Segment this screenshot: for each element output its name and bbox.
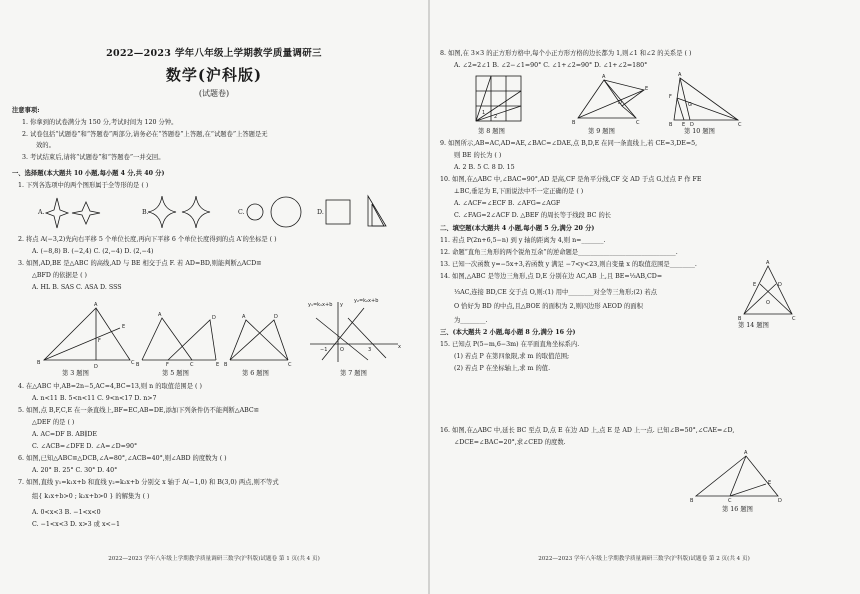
question-text: △BFD 的依据是 ( ): [32, 272, 87, 279]
question-text: (2) 若点 P 在坐标轴上,求 m 的值.: [454, 365, 551, 372]
figure-label: D: [618, 100, 622, 106]
question-text: 13. 已知一次函数 y=−5x+3,若函数 y 满足 −7<y<23,则自变量 x 的取值范围是________.: [440, 261, 697, 268]
figure-label: F: [166, 362, 169, 368]
question-text: 则 BE 的长为 ( ): [454, 152, 502, 159]
options-row: C. ∠FAG=2∠ACF D. △BEF 的周长等于线段 BC 的长: [454, 212, 612, 219]
question-text: 3. 如图,AD,BE 是△ABC 的高线,AD 与 BE 相交于点 F. 若 AD=BD,则能判断△ACD≌: [18, 260, 262, 267]
question-text: 14. 如图,△ABC 是等边三角形,点 D,E 分别在边 AC,AB 上,且 BE=⅓AB,CD=: [440, 273, 663, 280]
figure-label: B: [738, 316, 742, 322]
figure-caption: 第 3 题图: [62, 370, 89, 377]
figure-label: A: [158, 312, 162, 318]
figure-label: D: [778, 282, 782, 288]
note-item: 1. 你拿到的试卷满分为 150 分,考试时间为 120 分钟。: [22, 119, 178, 126]
note-item: 3. 考试结束后,请将“试题卷”和“答题卷”一并交回。: [22, 154, 165, 161]
question-text: O 恰好为 BD 的中点,且△BOE 的面积为 2,则四边形 AEOD 的面积: [454, 303, 643, 310]
figure-label: O: [766, 300, 770, 306]
figure-label: C: [288, 362, 292, 368]
figure-label: G: [688, 102, 692, 108]
question-text: 4. 在△ABC 中,AB=2n−5,AC=4,BC=13,则 n 的取值范围是 ( ): [18, 383, 202, 390]
section-heading: 二、填空题(本大题共 4 小题,每小题 5 分,满分 20 分): [440, 225, 595, 232]
question-text: 组{ k₁x+b>0 ; k₂x+b>0 } 的解集为 ( ): [32, 493, 150, 500]
figure-q6: [226, 316, 296, 366]
notes-heading: 注意事项:: [12, 107, 40, 114]
figure-caption: 第 5 题图: [162, 370, 189, 377]
figure-caption: 第 8 题图: [478, 128, 505, 135]
paper-type: (试题卷): [198, 89, 230, 98]
options-row: A. AC=DF B. AB∥DE: [32, 431, 97, 438]
figure-label: E: [216, 362, 220, 368]
question-text: ⅓AC,连接 BD,CE 交于点 O,则:(1) 用中________对全等三角形;(2) 若点: [454, 289, 657, 296]
question-text: (1) 若点 P 在第四象限,求 m 的取值范围;: [454, 353, 570, 360]
q1-option-d-figure: [326, 194, 416, 232]
figure-caption: 第 9 题图: [588, 128, 615, 135]
figure-label: E: [753, 282, 757, 288]
figure-q16: [690, 450, 784, 504]
figure-caption: 第 6 题图: [242, 370, 269, 377]
question-text: 7. 如图,直线 y₁=k₁x+b 和直线 y₂=k₂x+b 分别交 x 轴于 A(−1,0) 和 B(3,0) 两点,则不等式: [18, 479, 279, 486]
options-row: A. (−8,8) B. (−2,4) C. (2,−4) D. (2,−4): [32, 248, 154, 255]
figure-label: y₂=k₂x+b: [354, 298, 379, 304]
figure-label: C: [190, 362, 194, 368]
question-text: 10. 如图,在△ABC 中,∠BAC=90°,AD 是高,CF 是角平分线,CF 交 AD 于点 G,过点 F 作 FE: [440, 176, 702, 183]
options-row: C. −1<x<3 D. x>3 或 x<−1: [32, 521, 121, 528]
page-footer: 2022—2023 学年八年级上学期教学质量调研三数学(沪科版)试题卷 第 1 页(共 4 页): [108, 556, 320, 562]
question-text: △DEF 的是 ( ): [32, 419, 75, 426]
section-heading: 三、(本大题共 2 小题,每小题 8 分,满分 16 分): [440, 329, 576, 336]
figure-q9: [572, 74, 650, 126]
figure-label: E: [768, 480, 772, 486]
figure-label: F: [669, 94, 672, 100]
question-text: 5. 如图,点 B,F,C,E 在一条直线上,BF=EC,AB=DE,添加下列条件仍不能判断△ABC≌: [18, 407, 259, 414]
figure-caption: 第 14 题图: [738, 322, 769, 329]
figure-caption: 第 16 题图: [722, 506, 753, 513]
question-text: 15. 已知点 P(5−m,6−3m) 在平面直角坐标系内.: [440, 341, 580, 348]
figure-q5: [136, 312, 220, 368]
figure-label: 2: [494, 114, 498, 120]
figure-label: D: [212, 315, 216, 321]
option-label: C.: [238, 209, 245, 216]
question-text: 12. 命题“直角三角形的两个锐角互余”的逆命题是_______________________________.: [440, 249, 678, 256]
figure-label: B: [37, 360, 41, 366]
figure-label: E: [682, 122, 686, 128]
figure-label: D: [274, 314, 278, 320]
options-row: A. 20° B. 25° C. 30° D. 40°: [32, 467, 118, 474]
figure-label: y₁=k₁x+b: [308, 302, 333, 308]
figure-label: A: [602, 74, 606, 80]
options-row: A. 0<x<3 B. −1<x<0: [32, 509, 101, 516]
figure-label: A: [678, 72, 682, 78]
figure-label: F: [98, 338, 101, 344]
question-text: 8. 如图,在 3×3 的正方形方格中,每个小正方形方格的边长都为 1,则∠1 和∠2 的关系是 ( ): [440, 50, 692, 57]
figure-q10: [669, 72, 744, 128]
figure-label: 1: [482, 110, 486, 116]
figure-label: C: [728, 498, 732, 504]
options-row: A. ∠ACF=∠ECF B. ∠AFG=∠AGF: [454, 200, 561, 207]
figure-q3: [37, 302, 135, 370]
figure-caption: 第 10 题图: [684, 128, 715, 135]
question-text: 1. 下列各选项中的两个图形属于全等形的是 ( ): [18, 182, 149, 189]
figure-label: D: [778, 498, 782, 504]
figure-label: B: [572, 120, 576, 126]
q1-option-b-figure: [150, 194, 230, 230]
page-fold: [428, 0, 430, 594]
figure-label: A: [94, 302, 98, 308]
options-row: C. ∠ACB=∠DFE D. ∠A=∠D=90°: [32, 443, 138, 450]
figure-q14: [738, 260, 800, 322]
exam-page-2: [440, 0, 848, 594]
subject-title: 数学(沪科版): [165, 66, 263, 84]
figure-label: B: [224, 362, 228, 368]
question-text: 为________.: [454, 317, 488, 324]
figure-label: E: [645, 86, 649, 92]
figure-label: y: [340, 302, 343, 308]
figure-label: B: [669, 122, 673, 128]
figure-label: D: [690, 122, 694, 128]
question-text: 9. 如图所示,AB=AC,AD=AE,∠BAC=∠DAE,点 B,D,E 在同一条直线上,若 CE=3,DE=5,: [440, 140, 698, 147]
q1-option-c-figure: [246, 194, 316, 230]
options-row: A. n<11 B. 5<n<11 C. 9<n<17 D. n>7: [32, 395, 157, 402]
options-row: A. HL B. SAS C. ASA D. SSS: [32, 284, 122, 291]
question-text: 16. 如图,在△ABC 中,延长 BC 至点 D,点 E 在边 AD 上,点 E 是 AD 上一点. 已知∠B=50°,∠CAE=∠D,: [440, 427, 735, 434]
figure-label: −1: [320, 347, 328, 353]
figure-label: x: [398, 344, 401, 350]
option-label: D.: [317, 209, 324, 216]
q1-option-a-figure: [46, 196, 136, 230]
figure-label: B: [136, 362, 140, 368]
figure-q7: [308, 298, 408, 366]
exam-title: 2022—2023 学年八年级上学期教学质量调研三: [106, 48, 322, 59]
options-row: A. ∠2=2∠1 B. ∠2−∠1=90° C. ∠1+∠2=90° D. ∠1+∠2=180°: [454, 62, 648, 69]
figure-label: A: [242, 314, 246, 320]
figure-label: O: [340, 347, 344, 353]
question-text: ∠DCE=∠BAC=20°,求∠CED 的度数.: [454, 439, 566, 446]
figure-label: C: [636, 120, 640, 126]
figure-label: A: [766, 260, 770, 266]
figure-label: A: [744, 450, 748, 456]
note-item: 2. 试卷包括“试题卷”和“答题卷”两部分,请务必在“答题卷”上答题,在“试题卷”上答题是无: [22, 131, 268, 138]
figure-label: B: [690, 498, 694, 504]
figure-caption: 第 7 题图: [340, 370, 367, 377]
option-label: A.: [38, 209, 45, 216]
figure-label: 3: [368, 347, 372, 353]
figure-label: C: [738, 122, 742, 128]
question-text: 6. 如图,已知△ABC≌△DCB,∠A=80°,∠ACB=40°,则∠ABD 的度数为 ( ): [18, 455, 227, 462]
figure-label: C: [131, 360, 135, 366]
option-label: B.: [142, 209, 149, 216]
question-text: ⊥BC,垂足为 E,下面说法中不一定正确的是 ( ): [454, 188, 584, 195]
figure-label: D: [94, 364, 98, 370]
question-text: 2. 将点 A(−3,2)先向右平移 5 个单位长度,再向下平移 6 个单位长度得到的点 A′的坐标是 ( ): [18, 236, 277, 243]
figure-label: E: [122, 324, 126, 330]
options-row: A. 2 B. 5 C. 8 D. 15: [454, 164, 515, 171]
figure-q8: [476, 76, 530, 124]
figure-label: C: [792, 316, 796, 322]
section-heading: 一、选择题(本大题共 10 小题,每小题 4 分,共 40 分): [12, 170, 165, 177]
note-item: 效的。: [36, 142, 55, 149]
page-footer: 2022—2023 学年八年级上学期教学质量调研三数学(沪科版)试题卷 第 2 页(共 4 页): [538, 556, 750, 562]
question-text: 11. 若点 P(2n+6,5−n) 到 y 轴的距离为 4,则 n=_______.: [440, 237, 606, 244]
exam-page-1: [12, 0, 416, 594]
